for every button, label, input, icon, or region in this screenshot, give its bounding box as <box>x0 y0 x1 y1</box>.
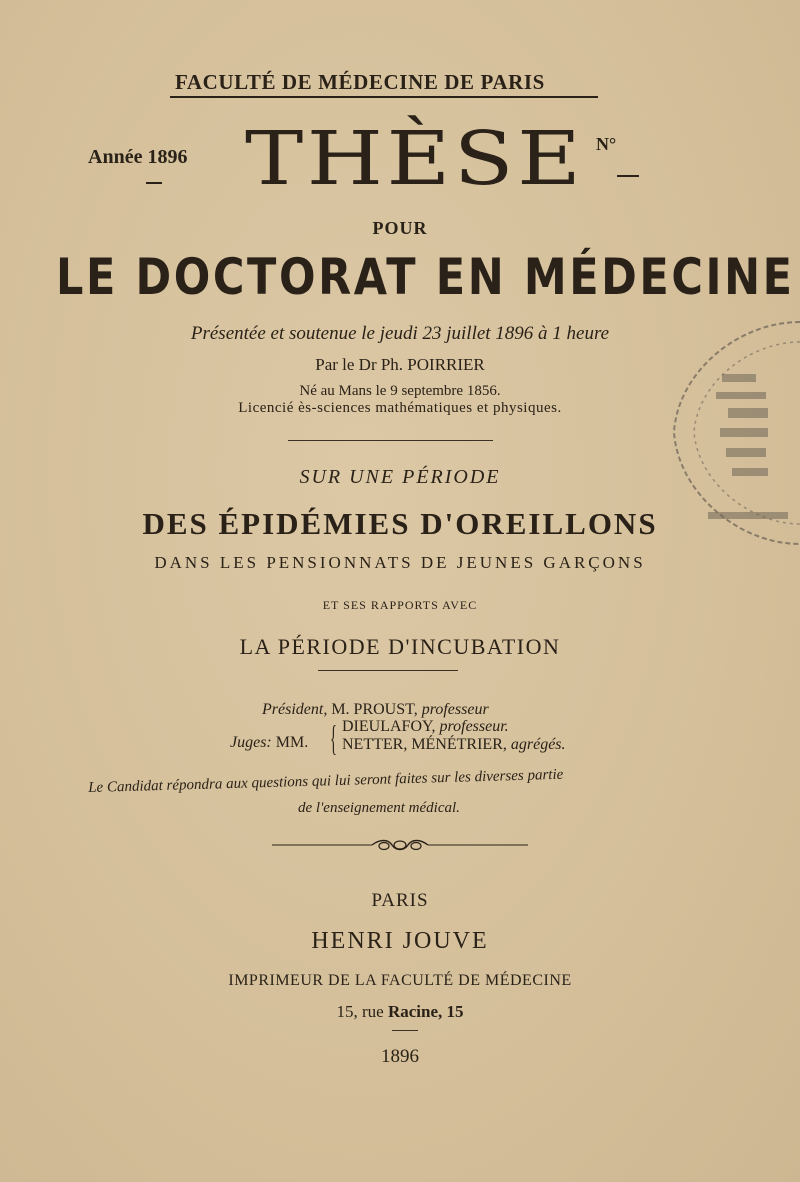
judges-mm: MM. <box>275 734 309 751</box>
topic-intro: SUR UNE PÉRIODE <box>299 466 501 488</box>
ornament-divider <box>272 836 528 854</box>
judge-role: professeur. <box>439 718 509 735</box>
number-dash <box>617 175 639 177</box>
author-birth: Né au Mans le 9 septembre 1856. <box>299 383 501 399</box>
year-dash <box>146 182 162 184</box>
topic-link: ET SES RAPPORTS AVEC <box>322 598 478 612</box>
faculty-heading: FACULTÉ DE MÉDECINE DE PARIS <box>175 70 545 94</box>
doctorate-heading: LE DOCTORAT EN MÉDECINE <box>56 248 795 306</box>
president-role: professeur <box>421 701 489 718</box>
judges-brace: { <box>330 718 337 758</box>
publisher-address <box>0 1002 800 1022</box>
candidate-note-cont: de l'enseignement médical. <box>298 800 460 816</box>
presentation-date: Présentée et soutenue le jeudi 23 juillet 1896 à 1 heure <box>190 323 610 344</box>
year-label: Année 1896 <box>88 146 188 168</box>
pour-label: POUR <box>372 218 428 238</box>
topic-main: DES ÉPIDÉMIES D'OREILLONS <box>142 506 658 541</box>
author-name: Par le Dr Ph. POIRRIER <box>315 355 485 374</box>
topic-sub: DANS LES PENSIONNATS DE JEUNES GARÇONS <box>154 553 646 572</box>
number-label: N° <box>596 134 617 154</box>
topic-incubation: LA PÉRIODE D'INCUBATION <box>239 634 561 659</box>
judges-label: Juges: <box>230 734 272 751</box>
publisher-title: IMPRIMEUR DE LA FACULTÉ DE MÉDECINE <box>228 972 572 989</box>
divider <box>392 1030 418 1031</box>
president-name: M. PROUST, <box>331 701 418 718</box>
library-stamp <box>668 312 800 552</box>
author-degree: Licencié ès-sciences mathématiques et physiques. <box>238 400 562 416</box>
address-street: Racine, 15 <box>387 1002 464 1021</box>
address-number: 15, rue <box>336 1002 384 1021</box>
judge-row <box>342 736 566 754</box>
publisher-city: PARIS <box>371 890 429 911</box>
publication-year: 1896 <box>381 1046 419 1067</box>
faculty-underline <box>170 96 598 98</box>
judge-role: agrégés. <box>510 736 566 753</box>
divider <box>288 440 493 441</box>
divider <box>318 670 458 671</box>
publisher-name: HENRI JOUVE <box>311 928 489 954</box>
candidate-note: Le Candidat répondra aux questions qui lui seront faites sur les diverses partie <box>88 766 564 796</box>
jury-president <box>262 701 489 719</box>
president-label: Président, <box>262 701 328 718</box>
judge-name: DIEULAFOY, <box>342 718 436 735</box>
thesis-title: THÈSE <box>245 116 585 202</box>
judge-name: NETTER, MÉNÉTRIER, <box>342 736 507 753</box>
jury-judges-label <box>230 734 308 752</box>
judge-row <box>342 718 509 736</box>
